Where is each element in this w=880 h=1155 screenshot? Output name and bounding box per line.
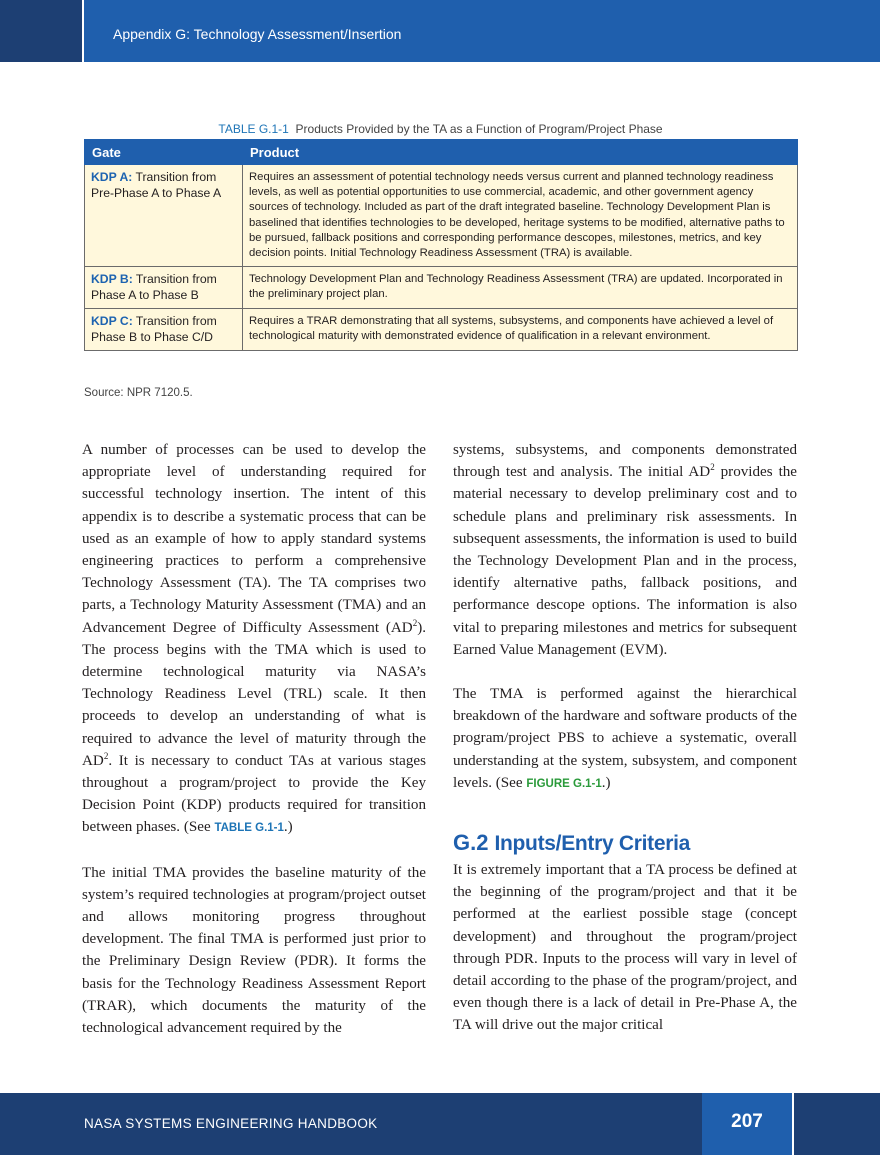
gate-key: KDP C: <box>91 314 133 329</box>
header-title: Appendix G: Technology Assessment/Insertion <box>113 26 402 42</box>
section-title: Inputs/Entry Criteria <box>494 832 691 855</box>
page-number: 207 <box>731 1111 763 1132</box>
gate-key: KDP A: <box>91 170 133 184</box>
table-reference-link[interactable]: TABLE G.1-1 <box>214 822 284 835</box>
gate-cell <box>85 309 243 351</box>
body-column-right <box>453 439 797 795</box>
table-source: Source: NPR 7120.5. <box>84 387 193 399</box>
table-header-gate: Gate <box>85 140 243 165</box>
table-row <box>85 267 798 309</box>
paragraph-text: ). The process begins with the TMA which is used to determine technological maturity via NASA’s Technology Readiness Level (TRL) scale. It then proceeds to develop an understanding of what is required to advance the level of maturity through the AD <box>82 619 426 769</box>
body-paragraph <box>82 439 426 840</box>
page-footer <box>0 1093 880 1155</box>
body-paragraph <box>453 683 797 795</box>
table-caption-label: TABLE G.1-1 <box>218 122 289 136</box>
table-row <box>85 165 798 267</box>
products-table <box>84 139 798 351</box>
gate-cell <box>85 165 243 267</box>
superscript: 2 <box>103 750 109 761</box>
superscript: 2 <box>710 462 715 473</box>
product-cell: Requires a TRAR demonstrating that all systems, subsystems, and components have achieved a level of technological maturity with demonstrated evidence of qualification in a relevant environment. <box>243 309 798 351</box>
product-cell: Requires an assessment of potential technology needs versus current and planned technology readiness levels, as well as potential opportunities to use commercial, academic, and other government agency sources of technology. Included as part of the draft integrated baseline. Technology Development Plan is baselined that identifies technologies to be developed, heritage systems to be modified, alternative paths to be pursued, fallback positions and corresponding performance descopes, milestones, metrics, and key decision points. Initial Technology Readiness Assessment (TRA) is available. <box>243 165 798 267</box>
table-row <box>85 309 798 351</box>
paragraph-text: provides the material necessary to develop preliminary cost and to schedule plans and preliminary risk assessments. In subsequent assessments, the information is used to build the Technology Development Plan and in the process, identify alternative paths, fallback positions, and performance descope options. The information is also vital to preparing milestones and metrics for subsequent Earned Value Management (EVM). <box>453 464 798 658</box>
gate-cell <box>85 267 243 309</box>
header-corner-block <box>0 0 82 62</box>
section-number: G.2 <box>453 830 489 855</box>
gate-text: Transition from Pre-Phase A to Phase A <box>91 170 222 200</box>
section-heading <box>453 830 690 856</box>
body-column-left <box>82 439 426 1039</box>
gate-text: Transition from Phase B to Phase C/D <box>91 314 217 344</box>
page-header <box>0 0 880 62</box>
body-paragraph <box>453 439 797 661</box>
footer-title: NASA SYSTEMS ENGINEERING HANDBOOK <box>84 1116 378 1131</box>
table-caption-text: Products Provided by the TA as a Function of Program/Project Phase <box>295 122 663 136</box>
paragraph-text: .) <box>283 819 293 836</box>
gate-text: Transition from Phase A to Phase B <box>91 272 217 302</box>
header-divider <box>82 0 84 62</box>
product-cell: Technology Development Plan and Technology Readiness Assessment (TRA) are updated. Incorporated in the preliminary project plan. <box>243 267 798 309</box>
paragraph-text: A number of processes can be used to develop the appropriate level of understanding required for successful technology insertion. The intent of this appendix is to describe a systematic process that can be used as an example of how to apply standard systems engineering practices to perform a comprehensive Technology Assessment (TA). The TA comprises two parts, a Technology Maturity Assessment (TMA) and an Advancement Degree of Difficulty Assessment (AD <box>82 442 426 636</box>
gate-key: KDP B: <box>91 272 133 287</box>
paragraph-text: The TMA is performed against the hierarchical breakdown of the hardware and software products of the program/project PBS to achieve a systematic, overall understanding at the system, subsystem, and component levels. (See <box>453 686 797 791</box>
paragraph-text: . It is necessary to conduct TAs at various stages throughout a program/project to provide the Key Decision Point (KDP) products required for transition between phases. (See <box>82 752 426 836</box>
footer-divider <box>792 1093 794 1155</box>
paragraph-text: systems, subsystems, and components demonstrated through test and analysis. The initial AD <box>453 442 797 481</box>
paragraph-text: .) <box>601 774 611 791</box>
table-header-product: Product <box>243 140 798 165</box>
table-caption <box>84 122 797 136</box>
body-paragraph: The initial TMA provides the baseline maturity of the system’s required technologies at program/project outset and allows monitoring progress throughout development. The final TMA is performed just prior to the Preliminary Design Review (PDR). It forms the basis for the Technology Readiness Assessment Report (TRAR), which documents the maturity of the technological advancement required by the <box>82 864 426 1037</box>
table-header-row <box>85 140 798 165</box>
body-paragraph: It is extremely important that a TA process be defined at the beginning of the program/project and that it be performed at the earliest possible stage (concept development) and throughout the program/project through PDR. Inputs to the process will vary in level of detail according to the phase of the program/project, and even though there is a lack of detail in Pre-Phase A, the TA will drive out the major critical <box>453 862 797 1034</box>
superscript: 2 <box>412 617 418 628</box>
figure-reference-link[interactable]: FIGURE G.1-1 <box>526 777 602 790</box>
body-column-right-lower <box>453 859 797 1037</box>
